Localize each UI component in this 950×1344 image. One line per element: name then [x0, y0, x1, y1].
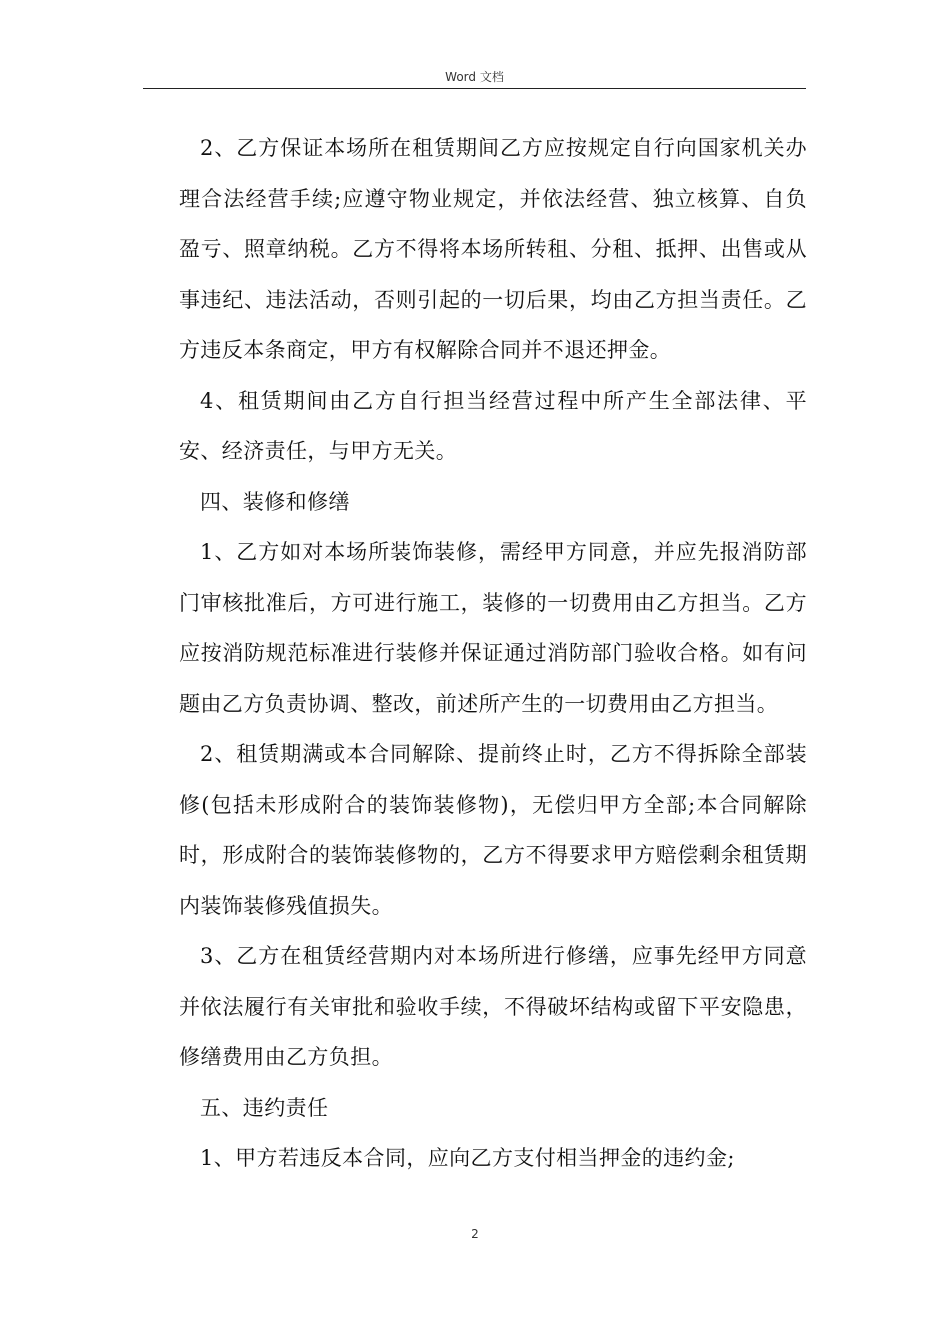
page-number: 2 [471, 1227, 479, 1241]
paragraph-renovation-1: 1、乙方如对本场所装饰装修，需经甲方同意，并应先报消防部门审核批准后，方可进行施工，装修的一切费用由乙方担当。乙方应按消防规范标准进行装修并保证通过消防部门验收合格。如有问题由乙方负责协调、整改，前述所产生的一切费用由乙方担当。 [179, 540, 807, 716]
paragraph-clause-4: 4、租赁期间由乙方自行担当经营过程中所产生全部法律、平安、经济责任，与甲方无关。 [179, 388, 807, 463]
paragraph-renovation-2: 2、租赁期满或本合同解除、提前终止时，乙方不得拆除全部装修(包括未形成附合的装饰装修物)，无偿归甲方全部;本合同解除时，形成附合的装饰装修物的，乙方不得要求甲方赔偿剩余租赁期内装饰装修残值损失。 [179, 742, 807, 918]
paragraph-renovation-3: 3、乙方在租赁经营期内对本场所进行修缮，应事先经甲方同意并依法履行有关审批和验收手续，不得破坏结构或留下平安隐患，修缮费用由乙方负担。 [179, 944, 807, 1069]
section-heading-renovation: 四、装修和修缮 [200, 489, 350, 514]
header-title: Word 文档 [445, 70, 504, 84]
paragraph-clause-2: 2、乙方保证本场所在租赁期间乙方应按规定自行向国家机关办理合法经营手续;应遵守物业规定，并依法经营、独立核算、自负盈亏、照章纳税。乙方不得将本场所转租、分租、抵押、出售或从事违纪、违法活动，否则引起的一切后果，均由乙方担当责任。乙方违反本条商定，甲方有权解除合同并不退还押金。 [179, 136, 807, 362]
section-heading-liability: 五、违约责任 [200, 1095, 329, 1120]
document-body [179, 123, 807, 1184]
page-header [143, 66, 806, 89]
paragraph-liability-1: 1、甲方若违反本合同，应向乙方支付相当押金的违约金; [200, 1146, 735, 1170]
